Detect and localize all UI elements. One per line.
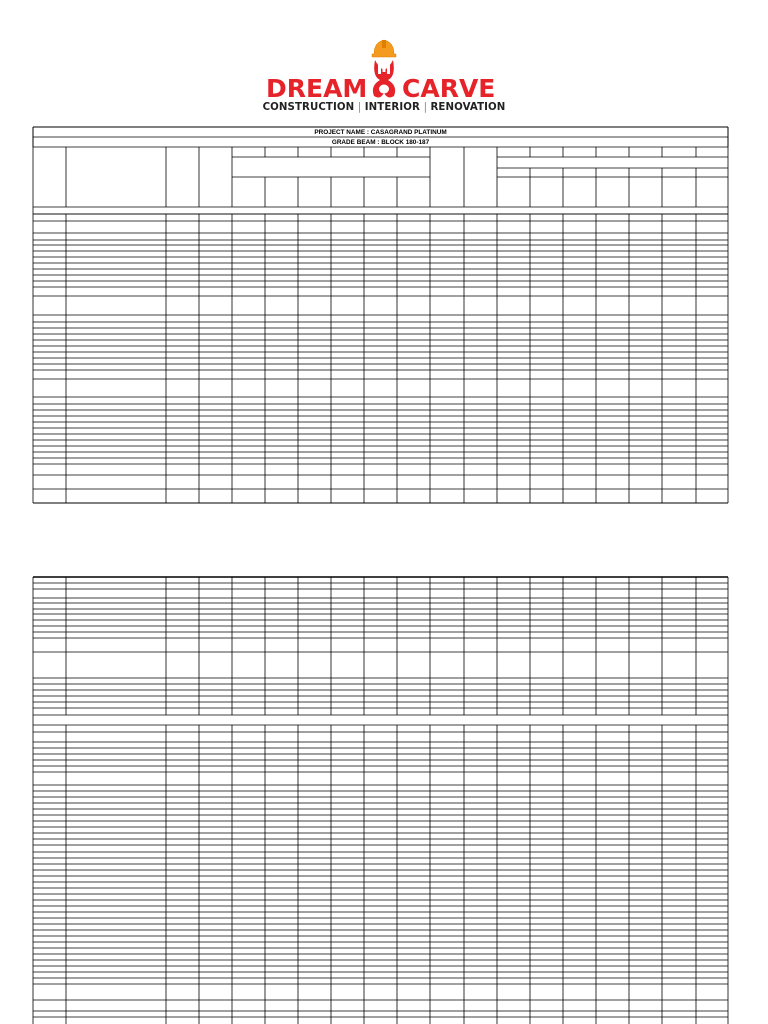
project-name-title: PROJECT NAME : CASAGRAND PLATINUM — [314, 129, 447, 136]
tagline-construction: CONSTRUCTION — [262, 102, 355, 113]
brand-tagline: CONSTRUCTION | INTERIOR | RENOVATION — [262, 102, 506, 113]
tagline-interior: INTERIOR — [364, 102, 420, 113]
brand-name-right: CARVE — [402, 74, 496, 102]
tagline-renovation: RENOVATION — [430, 102, 506, 113]
grade-beam-title: GRADE BEAM : BLOCK 180-187 — [331, 139, 430, 146]
brand-name-left: DREAM — [266, 74, 368, 102]
